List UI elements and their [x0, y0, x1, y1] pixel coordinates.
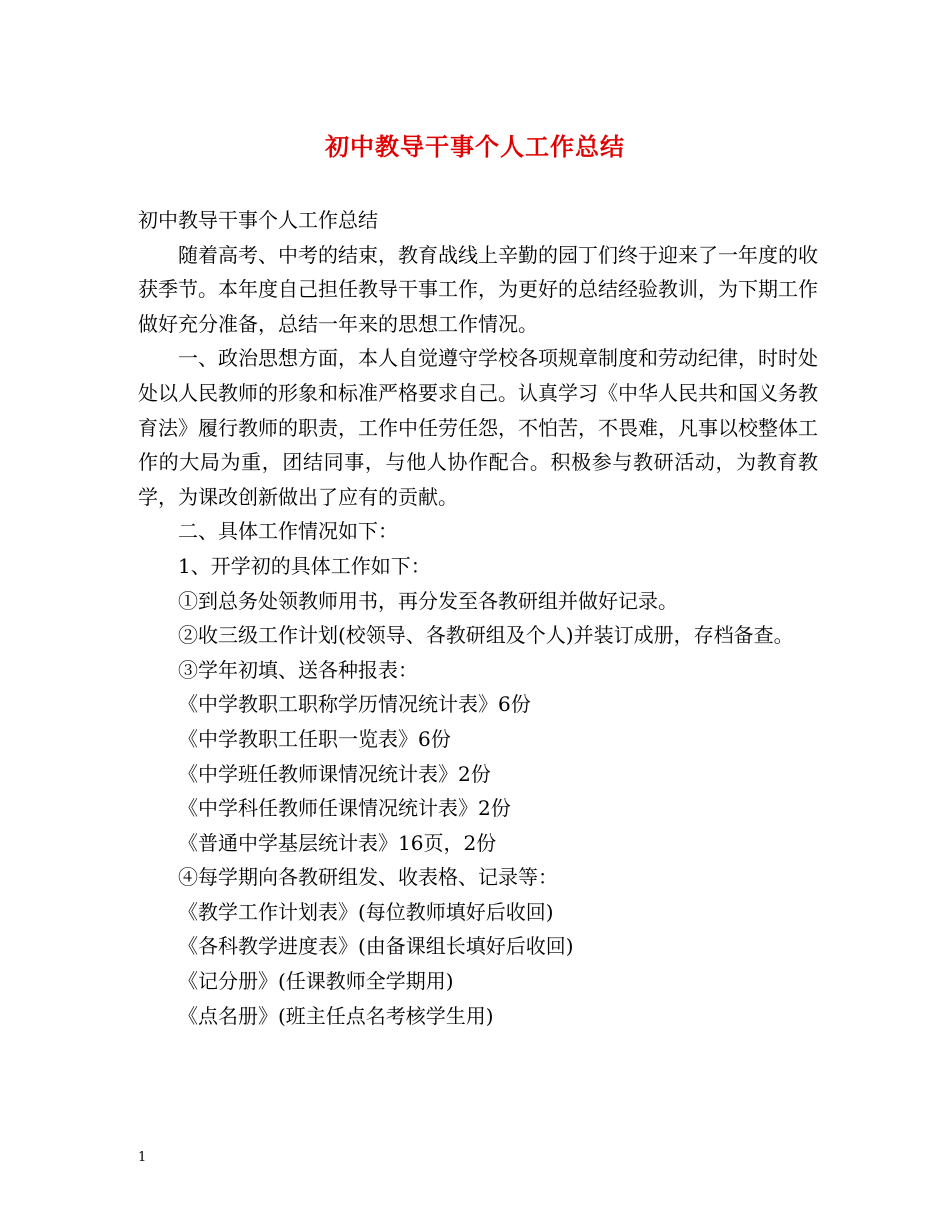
paragraph: 一、政治思想方面，本人自觉遵守学校各项规章制度和劳动纪律，时时处处以人民教师的形象和标准严格要求自己。认真学习《中华人民共和国义务教育法》履行教师的职责，工作中任劳任怨，不怕苦，不畏难，凡事以校整体工作的大局为重，团结同事，与他人协作配合。积极参与教研活动，为教育教学，为课改创新做出了应有的贡献。: [138, 346, 818, 509]
document-title: 初中教导干事个人工作总结: [325, 132, 625, 161]
body-heading: 初中教导干事个人工作总结: [138, 208, 378, 232]
report-item: 《中学班任教师课情况统计表》2份: [178, 761, 491, 786]
paragraph: ①到总务处领教师用书，再分发至各教研组并做好记录。: [178, 588, 678, 613]
paragraph: 1、开学初的具体工作如下：: [178, 553, 431, 578]
paragraph: 随着高考、中考的结束，教育战线上辛勤的园丁们终于迎来了一年度的收获季节。本年度自己担任教导干事工作，为更好的总结经验教训，为下期工作做好充分准备，总结一年来的思想工作情况。: [138, 242, 818, 336]
form-item: 《点名册》(班主任点名考核学生用): [178, 1003, 494, 1028]
paragraph: ④每学期向各教研组发、收表格、记录等：: [178, 865, 558, 890]
form-item: 《教学工作计划表》(每位教师填好后收回): [178, 899, 554, 924]
report-item: 《中学教职工职称学历情况统计表》6份: [178, 692, 531, 717]
form-item: 《各科教学进度表》(由备课组长填好后收回): [178, 934, 574, 959]
paragraph: ②收三级工作计划(校领导、各教研组及个人)并装订成册，存档备查。: [178, 623, 794, 648]
report-item: 《普通中学基层统计表》16页，2份: [178, 830, 497, 855]
paragraph: 二、具体工作情况如下：: [178, 519, 398, 544]
document-body: [138, 203, 818, 1033]
report-item: 《中学教职工任职一览表》6份: [178, 726, 451, 751]
page-number: 1: [138, 1150, 147, 1165]
report-item: 《中学科任教师任课情况统计表》2份: [178, 796, 511, 821]
paragraph: ③学年初填、送各种报表：: [178, 657, 418, 682]
form-item: 《记分册》(任课教师全学期用): [178, 969, 454, 994]
